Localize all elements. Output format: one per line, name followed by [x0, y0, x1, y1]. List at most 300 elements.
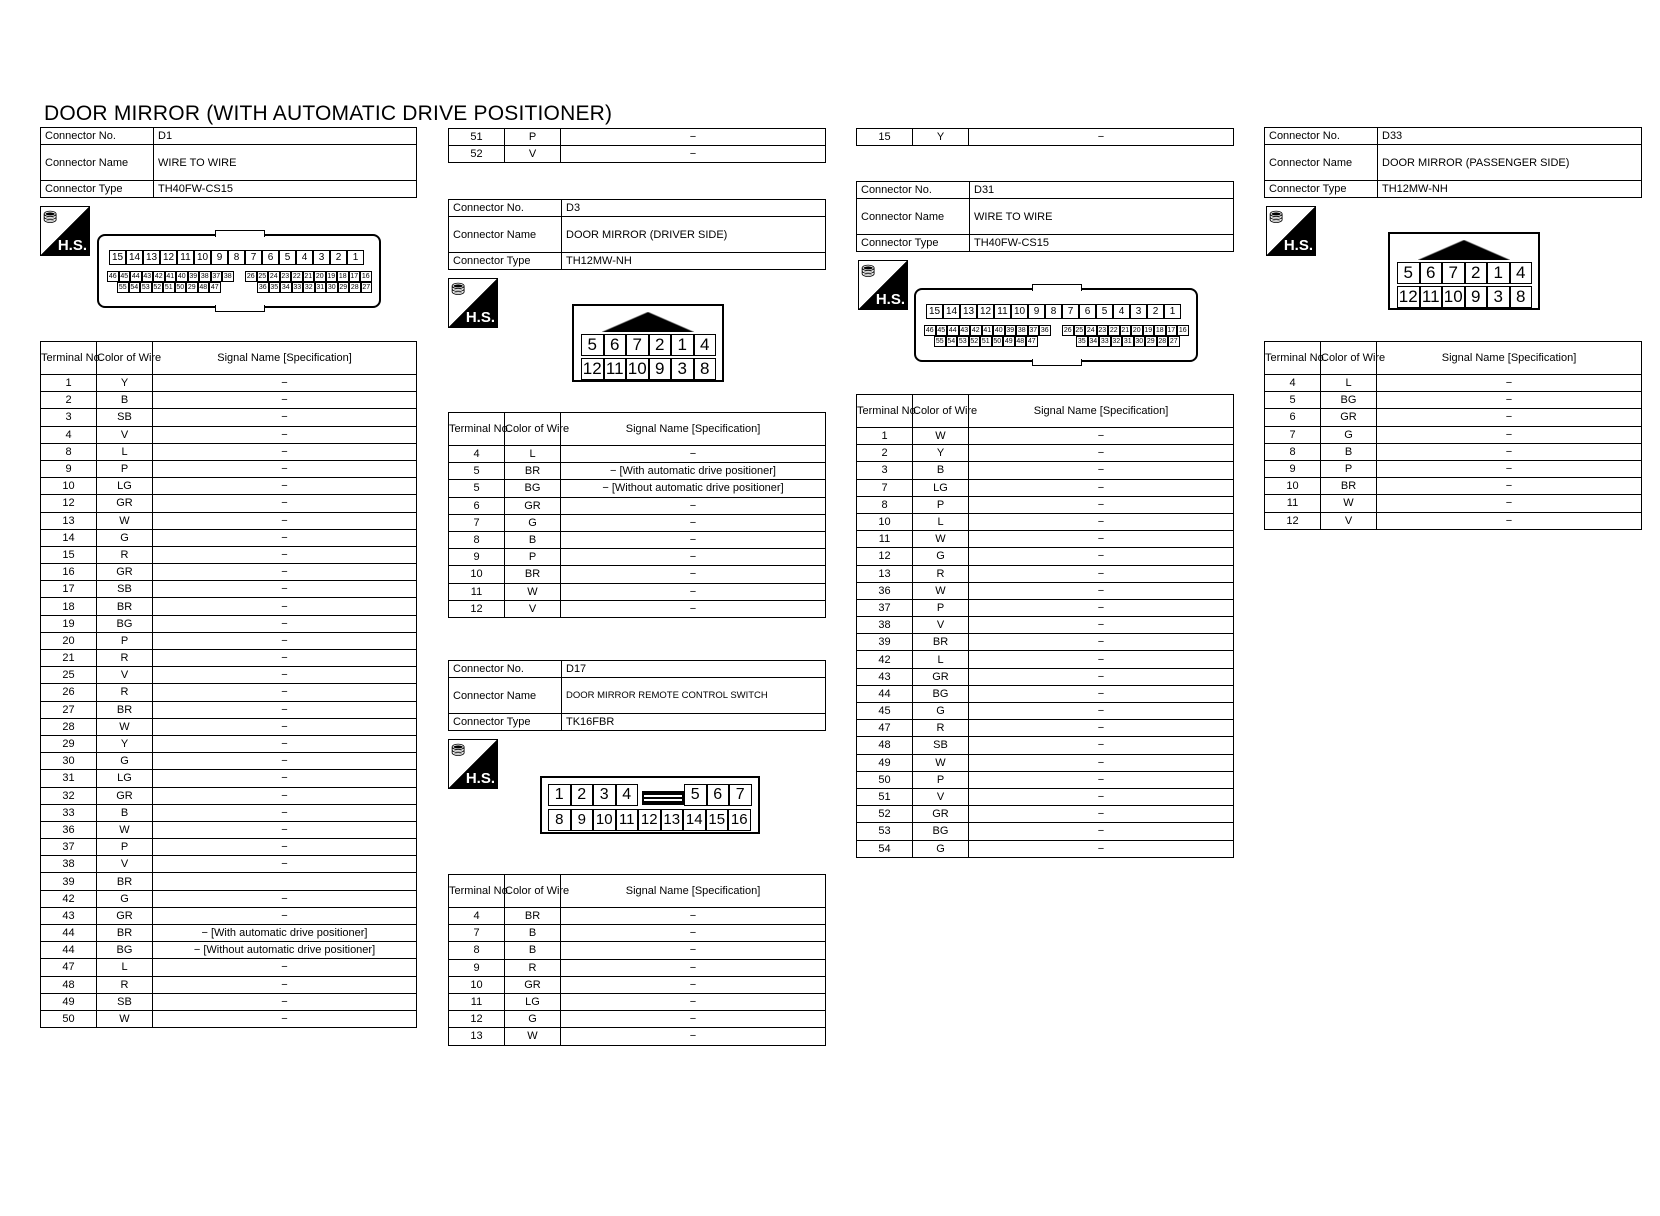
table-row: [41, 735, 417, 752]
signal-name-cell: −: [153, 1010, 417, 1027]
pin-cell: 27: [362, 284, 371, 291]
terminal-no-cell: 42: [41, 890, 97, 907]
pin-cell: 9: [1028, 304, 1045, 319]
signal-name-cell: − [Without automatic drive positioner]: [561, 480, 826, 497]
signal-name-cell: −: [1377, 409, 1642, 426]
wire-color-cell: Y: [97, 375, 153, 392]
pin-cell: 35: [270, 284, 279, 291]
wire-color-cell: GR: [97, 564, 153, 581]
pin-cell: 12: [160, 250, 177, 265]
connector-icon: ⛃: [451, 741, 466, 760]
table-row: [449, 1028, 826, 1045]
terminal-no-cell: 39: [857, 634, 913, 651]
hs-label: H.S.: [465, 309, 495, 326]
table-row: [1265, 478, 1642, 495]
pin-cell: 43: [960, 327, 969, 334]
wire-color-cell: P: [913, 599, 969, 616]
wire-color-cell: SB: [913, 737, 969, 754]
pin-cell: 53: [141, 284, 150, 291]
terminal-no-cell: 3: [41, 409, 97, 426]
pin-cell: 4: [296, 250, 313, 265]
d3-connector-no: D3: [562, 200, 826, 217]
pin-cell: 7: [729, 784, 752, 806]
terminal-no-cell: 50: [857, 771, 913, 788]
table-row: [857, 788, 1234, 805]
terminal-no-cell: 10: [1265, 478, 1321, 495]
wire-color-cell: GR: [913, 806, 969, 823]
d17-connector-name: DOOR MIRROR REMOTE CONTROL SWITCH: [562, 678, 826, 714]
table-row: [41, 426, 417, 443]
pin-cell: 13: [661, 809, 684, 831]
signal-name-cell: −: [153, 443, 417, 460]
signal-name-cell: −: [153, 735, 417, 752]
table-row: [41, 770, 417, 787]
pin-cell: 36: [1040, 327, 1049, 334]
pin-cell: 46: [108, 273, 117, 280]
pin-cell: 8: [694, 358, 717, 380]
pin-cell: 47: [1027, 338, 1036, 345]
harness-side-icon: [858, 260, 908, 310]
table-row: [857, 668, 1234, 685]
signal-name-cell: −: [153, 460, 417, 477]
table-row: [449, 129, 826, 146]
table-row: [857, 651, 1234, 668]
signal-name-cell: −: [153, 409, 417, 426]
wire-color-cell: V: [913, 788, 969, 805]
signal-name-cell: −: [969, 823, 1234, 840]
signal-name-cell: −: [969, 651, 1234, 668]
terminal-no-cell: 10: [857, 513, 913, 530]
signal-name-cell: −: [969, 445, 1234, 462]
pin-cell: 37: [1029, 327, 1038, 334]
terminal-no-cell: 37: [41, 839, 97, 856]
wire-color-cell: BG: [97, 942, 153, 959]
d33-info: [1264, 127, 1642, 198]
terminal-no-cell: 8: [857, 496, 913, 513]
wire-color-cell: G: [505, 1011, 561, 1028]
pin-cell: 3: [1487, 286, 1510, 308]
signal-name-cell: −: [1377, 495, 1642, 512]
pin-cell: 2: [1147, 304, 1164, 319]
wire-color-cell: P: [505, 549, 561, 566]
pin-cell: 27: [1169, 338, 1178, 345]
wire-color-cell: SB: [97, 581, 153, 598]
wire-color-cell: B: [97, 392, 153, 409]
terminal-no-cell: 7: [449, 925, 505, 942]
table-row: [449, 531, 826, 548]
table-row: [41, 1010, 417, 1027]
pin-cell: 17: [1167, 327, 1176, 334]
terminal-no-cell: 16: [41, 564, 97, 581]
pin-cell: 33: [1100, 338, 1109, 345]
wire-color-cell: R: [505, 959, 561, 976]
pin-cell: 31: [1123, 338, 1132, 345]
pin-cell: 10: [627, 359, 647, 378]
pin-cell: 28: [1158, 338, 1167, 345]
terminal-no-cell: 47: [857, 720, 913, 737]
terminal-no-cell: 10: [449, 566, 505, 583]
wire-color-cell: W: [913, 428, 969, 445]
wire-color-cell: BG: [913, 823, 969, 840]
label-connector-no: Connector No.: [1265, 128, 1378, 145]
terminal-no-cell: 11: [449, 583, 505, 600]
pin-cell: 5: [1096, 304, 1113, 319]
pin-cell: 10: [1443, 287, 1463, 306]
terminal-no-cell: 12: [857, 548, 913, 565]
d31-terminal-table: [856, 394, 1234, 858]
d17-connector-type: TK16FBR: [562, 714, 826, 731]
table-row: [41, 495, 417, 512]
signal-name-cell: −: [153, 804, 417, 821]
table-row: [41, 821, 417, 838]
terminal-no-cell: 21: [41, 650, 97, 667]
pin-cell: 45: [937, 327, 946, 334]
wire-color-cell: L: [97, 443, 153, 460]
wire-color-cell: G: [1321, 426, 1377, 443]
terminal-no-cell: 39: [41, 873, 97, 890]
terminal-no-cell: 20: [41, 632, 97, 649]
pin-cell: 38: [1017, 327, 1026, 334]
pin-cell: 20: [1132, 327, 1141, 334]
table-row: [41, 907, 417, 924]
table-row: [41, 976, 417, 993]
pin-cell: 2: [330, 250, 347, 265]
signal-name-cell: −: [153, 615, 417, 632]
signal-name-cell: −: [153, 564, 417, 581]
pin-cell: 12: [1398, 287, 1418, 306]
terminal-no-cell: 44: [857, 685, 913, 702]
header-signal-name: Signal Name [Specification]: [561, 413, 826, 446]
pin-cell: 22: [1109, 327, 1118, 334]
signal-name-cell: −: [969, 548, 1234, 565]
signal-name-cell: −: [153, 667, 417, 684]
pin-cell: 13: [960, 304, 977, 319]
wire-color-cell: B: [97, 804, 153, 821]
table-row: [41, 529, 417, 546]
connector-icon: ⛃: [43, 208, 58, 227]
wire-color-cell: GR: [97, 907, 153, 924]
pin-cell: 26: [246, 273, 255, 280]
table-row: [449, 976, 826, 993]
terminal-no-cell: 33: [41, 804, 97, 821]
terminal-no-cell: 32: [41, 787, 97, 804]
pin-cell: 31: [316, 284, 325, 291]
hs-label: H.S.: [1283, 237, 1313, 254]
table-row: [41, 701, 417, 718]
pin-cell: 54: [947, 338, 956, 345]
pin-cell: 18: [338, 273, 347, 280]
wire-color-cell: BR: [97, 873, 153, 890]
table-row: [41, 804, 417, 821]
pin-cell: 6: [262, 250, 279, 265]
wire-color-cell: Y: [913, 445, 969, 462]
table-row: [41, 925, 417, 942]
table-row: [1265, 512, 1642, 529]
terminal-no-cell: 13: [41, 512, 97, 529]
terminal-no-cell: 26: [41, 684, 97, 701]
pin-cell: 11: [177, 250, 194, 265]
pin-cell: 32: [304, 284, 313, 291]
pin-cell: 2: [571, 784, 594, 806]
table-row: [857, 806, 1234, 823]
table-row: [857, 599, 1234, 616]
wire-color-cell: G: [97, 890, 153, 907]
wire-color-cell: LG: [505, 993, 561, 1010]
table-row: [41, 632, 417, 649]
signal-name-cell: −: [561, 566, 826, 583]
signal-name-cell: −: [1377, 460, 1642, 477]
terminal-no-cell: 48: [41, 976, 97, 993]
pin-cell: 1: [347, 250, 364, 265]
terminal-no-cell: 9: [449, 549, 505, 566]
pin-cell: 46: [925, 327, 934, 334]
table-row: [41, 718, 417, 735]
pin-cell: 10: [1011, 304, 1028, 319]
wire-color-cell: L: [97, 959, 153, 976]
terminal-no-cell: 50: [41, 1010, 97, 1027]
pin-cell: 9: [1465, 286, 1488, 308]
pin-cell: 8: [1045, 304, 1062, 319]
signal-name-cell: −: [153, 512, 417, 529]
wire-color-cell: P: [913, 771, 969, 788]
wire-color-cell: BR: [505, 463, 561, 480]
signal-name-cell: −: [153, 821, 417, 838]
table-row: [857, 582, 1234, 599]
terminal-no-cell: 38: [857, 617, 913, 634]
pin-cell: 23: [281, 273, 290, 280]
signal-name-cell: −: [969, 668, 1234, 685]
terminal-no-cell: 54: [857, 840, 913, 857]
pin-cell: 9: [649, 358, 672, 380]
wire-color-cell: GR: [97, 495, 153, 512]
wire-color-cell: V: [505, 146, 561, 163]
pin-cell: 9: [211, 250, 228, 265]
d1-terminal-table: [40, 341, 417, 1028]
wire-color-cell: W: [97, 821, 153, 838]
terminal-no-cell: 6: [1265, 409, 1321, 426]
d33-connector-name: DOOR MIRROR (PASSENGER SIDE): [1378, 145, 1642, 181]
pin-cell: 30: [327, 284, 336, 291]
terminal-no-cell: 10: [449, 976, 505, 993]
pin-cell: 2: [1465, 262, 1488, 284]
pin-cell: 10: [194, 250, 211, 265]
wire-color-cell: R: [97, 684, 153, 701]
signal-name-cell: −: [153, 684, 417, 701]
table-row: [41, 839, 417, 856]
pin-cell: 51: [164, 284, 173, 291]
table-row: [449, 600, 826, 617]
pin-cell: 9: [571, 809, 594, 831]
terminal-no-cell: 30: [41, 753, 97, 770]
wire-color-cell: BG: [913, 685, 969, 702]
terminal-no-cell: 4: [449, 908, 505, 925]
wire-color-cell: LG: [97, 770, 153, 787]
table-row: [41, 873, 417, 890]
signal-name-cell: −: [1377, 443, 1642, 460]
terminal-no-cell: 1: [857, 428, 913, 445]
signal-name-cell: −: [561, 1028, 826, 1045]
terminal-no-cell: 2: [857, 445, 913, 462]
signal-name-cell: −: [561, 549, 826, 566]
d1-connector-no: D1: [154, 128, 417, 145]
table-row: [857, 771, 1234, 788]
wire-color-cell: W: [913, 754, 969, 771]
wire-color-cell: P: [1321, 460, 1377, 477]
table-row: [857, 548, 1234, 565]
terminal-no-cell: 51: [857, 788, 913, 805]
table-row: [41, 375, 417, 392]
signal-name-cell: [153, 873, 417, 890]
table-row: [41, 409, 417, 426]
table-row: [449, 583, 826, 600]
header-color-of-wire: Color of Wire: [913, 395, 969, 428]
harness-side-icon: [1266, 206, 1316, 256]
d31-connector-face: [914, 288, 1198, 362]
wire-color-cell: GR: [913, 668, 969, 685]
table-row: [857, 445, 1234, 462]
terminal-no-cell: 2: [41, 392, 97, 409]
terminal-no-cell: 11: [449, 993, 505, 1010]
label-connector-type: Connector Type: [449, 253, 562, 270]
wire-color-cell: G: [97, 753, 153, 770]
table-row: [41, 856, 417, 873]
pin-cell: 11: [604, 358, 627, 380]
pin-cell: 4: [1113, 304, 1130, 319]
pin-cell: 53: [958, 338, 967, 345]
pin-cell: 43: [143, 273, 152, 280]
table-row: [41, 959, 417, 976]
pin-cell: 2: [649, 334, 672, 356]
pin-cell: 50: [993, 338, 1002, 345]
table-row: [857, 685, 1234, 702]
pin-cell: 4: [616, 784, 639, 806]
header-signal-name: Signal Name [Specification]: [561, 875, 826, 908]
terminal-no-cell: 8: [449, 531, 505, 548]
table-row: [449, 446, 826, 463]
pin-cell: 15: [706, 809, 729, 831]
wire-color-cell: G: [97, 529, 153, 546]
d3-info: [448, 199, 826, 270]
d17-terminal-table: [448, 874, 826, 1046]
table-row: [41, 667, 417, 684]
table-row: [449, 908, 826, 925]
terminal-no-cell: 11: [857, 531, 913, 548]
terminal-no-cell: 7: [1265, 426, 1321, 443]
table-row: [1265, 426, 1642, 443]
signal-name-cell: −: [561, 1011, 826, 1028]
header-terminal-no: Terminal No.: [41, 342, 97, 375]
pin-cell: 39: [189, 273, 198, 280]
pin-cell: 16: [361, 273, 370, 280]
table-row: [41, 993, 417, 1010]
terminal-no-cell: 42: [857, 651, 913, 668]
terminal-no-cell: 36: [857, 582, 913, 599]
wire-color-cell: GR: [505, 497, 561, 514]
table-row: [857, 496, 1234, 513]
pin-cell: 36: [258, 284, 267, 291]
table-row: [449, 549, 826, 566]
harness-side-icon: [448, 278, 498, 328]
pin-cell: 22: [292, 273, 301, 280]
pin-cell: 12: [582, 359, 602, 378]
table-row: [41, 890, 417, 907]
wire-color-cell: V: [1321, 512, 1377, 529]
signal-name-cell: −: [969, 634, 1234, 651]
d33-terminal-table: [1264, 341, 1642, 530]
harness-side-icon: [448, 739, 498, 789]
signal-name-cell: −: [969, 599, 1234, 616]
table-row: [449, 480, 826, 497]
table-row: [449, 925, 826, 942]
signal-name-cell: −: [153, 650, 417, 667]
hs-label: H.S.: [465, 770, 495, 787]
table-row: [857, 531, 1234, 548]
wire-color-cell: BR: [97, 598, 153, 615]
pin-cell: 38: [200, 273, 209, 280]
terminal-no-cell: 14: [41, 529, 97, 546]
header-color-of-wire: Color of Wire: [505, 413, 561, 446]
pin-cell: 1: [1164, 304, 1181, 319]
table-row: [41, 753, 417, 770]
pin-cell: 15: [109, 250, 126, 265]
wire-color-cell: BR: [913, 634, 969, 651]
table-row: [1265, 409, 1642, 426]
header-terminal-no: Terminal No.: [857, 395, 913, 428]
signal-name-cell: −: [561, 600, 826, 617]
terminal-no-cell: 49: [41, 993, 97, 1010]
signal-name-cell: −: [1377, 478, 1642, 495]
signal-name-cell: −: [153, 993, 417, 1010]
pin-cell: 5: [684, 784, 707, 806]
terminal-no-cell: 3: [857, 462, 913, 479]
d31-connector-no: D31: [970, 182, 1234, 199]
pin-cell: 18: [1155, 327, 1164, 334]
wire-color-cell: GR: [1321, 409, 1377, 426]
d33-connector-type: TH12MW-NH: [1378, 181, 1642, 198]
pin-cell: 55: [118, 284, 127, 291]
pin-cell: 25: [258, 273, 267, 280]
label-connector-name: Connector Name: [857, 199, 970, 235]
header-color-of-wire: Color of Wire: [97, 342, 153, 375]
terminal-no-cell: 43: [857, 668, 913, 685]
pin-cell: 37: [212, 273, 221, 280]
pin-cell: 33: [293, 284, 302, 291]
pin-cell: 48: [199, 284, 208, 291]
pin-cell: 3: [671, 358, 694, 380]
signal-name-cell: −: [153, 495, 417, 512]
pin-cell: 14: [943, 304, 960, 319]
terminal-no-cell: 53: [857, 823, 913, 840]
signal-name-cell: −: [561, 942, 826, 959]
pin-cell: 32: [1112, 338, 1121, 345]
terminal-no-cell: 12: [449, 1011, 505, 1028]
terminal-no-cell: 19: [41, 615, 97, 632]
header-color-of-wire: Color of Wire: [505, 875, 561, 908]
wire-color-cell: BR: [97, 701, 153, 718]
table-row: [857, 428, 1234, 445]
wire-color-cell: P: [97, 632, 153, 649]
d17-connector-face: [540, 776, 760, 834]
signal-name-cell: −: [153, 718, 417, 735]
pin-cell: 35: [1077, 338, 1086, 345]
table-row: [857, 617, 1234, 634]
pin-cell: 15: [926, 304, 943, 319]
d1-connector-face: [97, 234, 381, 308]
signal-name-cell: −: [153, 839, 417, 856]
pin-cell: 6: [604, 334, 627, 356]
pin-cell: 55: [935, 338, 944, 345]
table-row: [41, 443, 417, 460]
